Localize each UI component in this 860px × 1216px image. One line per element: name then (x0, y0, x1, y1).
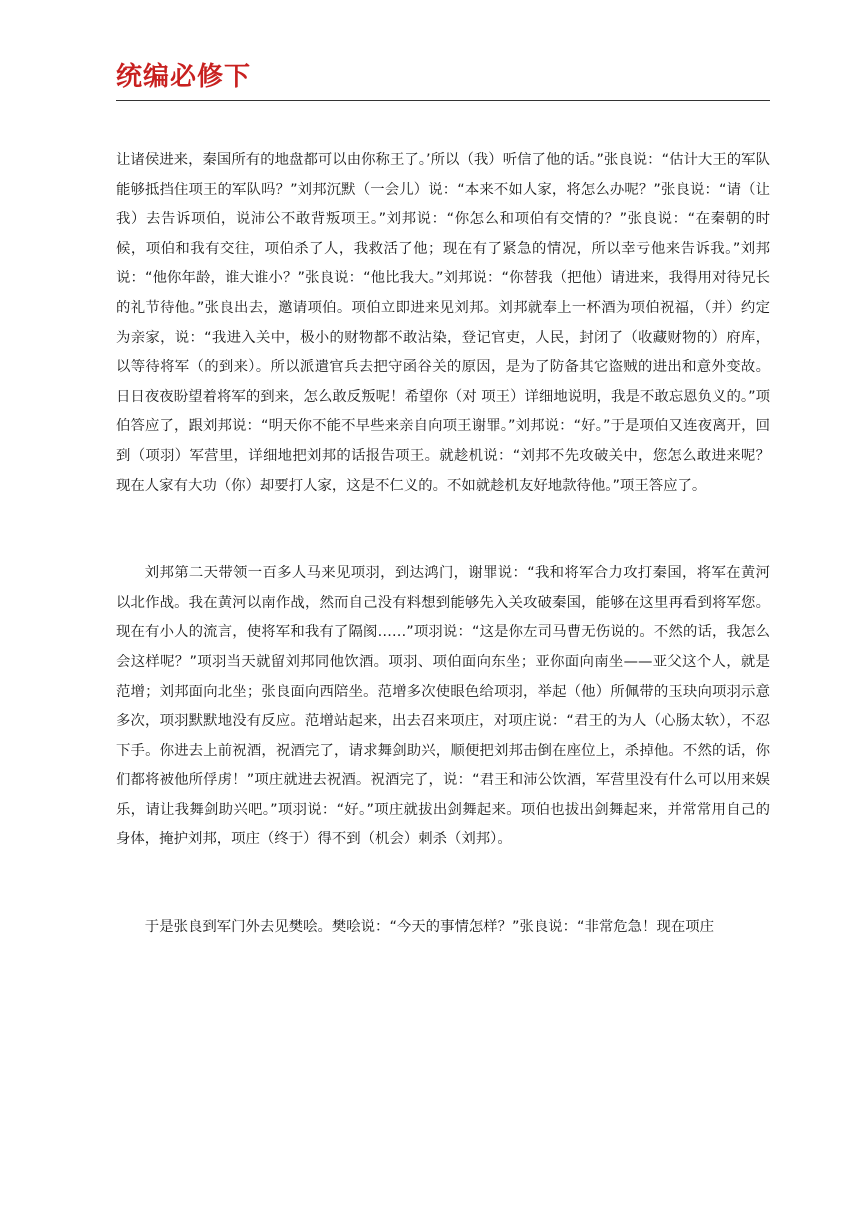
document-body (116, 146, 770, 943)
paragraph-spacer (116, 501, 770, 559)
paragraph-spacer (116, 855, 770, 913)
paragraph-1: 让诸侯进来，秦国所有的地盘都可以由你称王了。’所以（我）听信了他的话。”张良说：“估计大王的军队能够抵挡住项王的军队吗？”刘邦沉默（一会儿）说：“本来不如人家，将怎么办呢？”张良说：“请（让我）去告诉项伯，说沛公不敢背叛项王。”刘邦说：“你怎么和项伯有交情的？”张良说：“在秦朝的时候，项伯和我有交往，项伯杀了人，我救活了他；现在有了紧急的情况，所以幸亏他来告诉我。”刘邦说：“他你年龄，谁大谁小？”张良说：“他比我大。”刘邦说：“你替我（把他）请进来，我得用对待兄长的礼节待他。”张良出去，邀请项伯。项伯立即进来见刘邦。刘邦就奉上一杯酒为项伯祝福，（并）约定为亲家，说：“我进入关中，极小的财物都不敢沾染，登记官吏，人民，封闭了（收藏财物的）府库，以等待将军（的到来）。所以派遣官兵去把守函谷关的原因，是为了防备其它盗贼的进出和意外变故。日日夜夜盼望着将军的到来，怎么敢反叛呢！希望你（对 项王）详细地说明，我是不敢忘恩负义的。”项伯答应了，跟刘邦说：“明天你不能不早些来亲自向项王谢罪。”刘邦说：“好。”于是项伯又连夜离开，回到（项羽）军营里，详细地把刘邦的话报告项王。就趁机说：“刘邦不先攻破关中，您怎么敢进来呢？现在人家有大功（你）却要打人家，这是不仁义的。不如就趁机友好地款待他。”项王答应了。 (116, 152, 770, 494)
header-title: 统编必修下 (116, 62, 252, 92)
page-header (116, 56, 770, 101)
paragraph-3: 于是张良到军门外去见樊哙。樊哙说：“今天的事情怎样？”张良说：“非常危急！现在项庄 (144, 919, 715, 936)
paragraph-2: 刘邦第二天带领一百多人马来见项羽，到达鸿门，谢罪说：“我和将军合力攻打秦国，将军在黄河以北作战。我在黄河以南作战，然而自己没有料想到能够先入关攻破秦国，能够在这里再看到将军您。现在有小人的流言，使将军和我有了隔阂……”项羽说：“这是你左司马曹无伤说的。不然的话，我怎么会这样呢？”项羽当天就留刘邦同他饮酒。项羽、项伯面向东坐；亚你面向南坐——亚父这个人，就是范增；刘邦面向北坐；张良面向西陪坐。范增多次使眼色给项羽，举起（他）所佩带的玉玦向项羽示意多次，项羽默默地没有反应。范增站起来，出去召来项庄，对项庄说：“君王的为人（心肠太软），不忍下手。你进去上前祝酒，祝酒完了，请求舞剑助兴，顺便把刘邦击倒在座位上，杀掉他。不然的话，你们都将被他所俘虏！”项庄就进去祝酒。祝酒完了，说：“君王和沛公饮酒，军营里没有什么可以用来娱乐，请让我舞剑助兴吧。”项羽说：“好。”项庄就拔出剑舞起来。项伯也拔出剑舞起来，并常常用自己的身体，掩护刘邦，项庄（终于）得不到（机会）刺杀（刘邦）。 (116, 565, 770, 848)
